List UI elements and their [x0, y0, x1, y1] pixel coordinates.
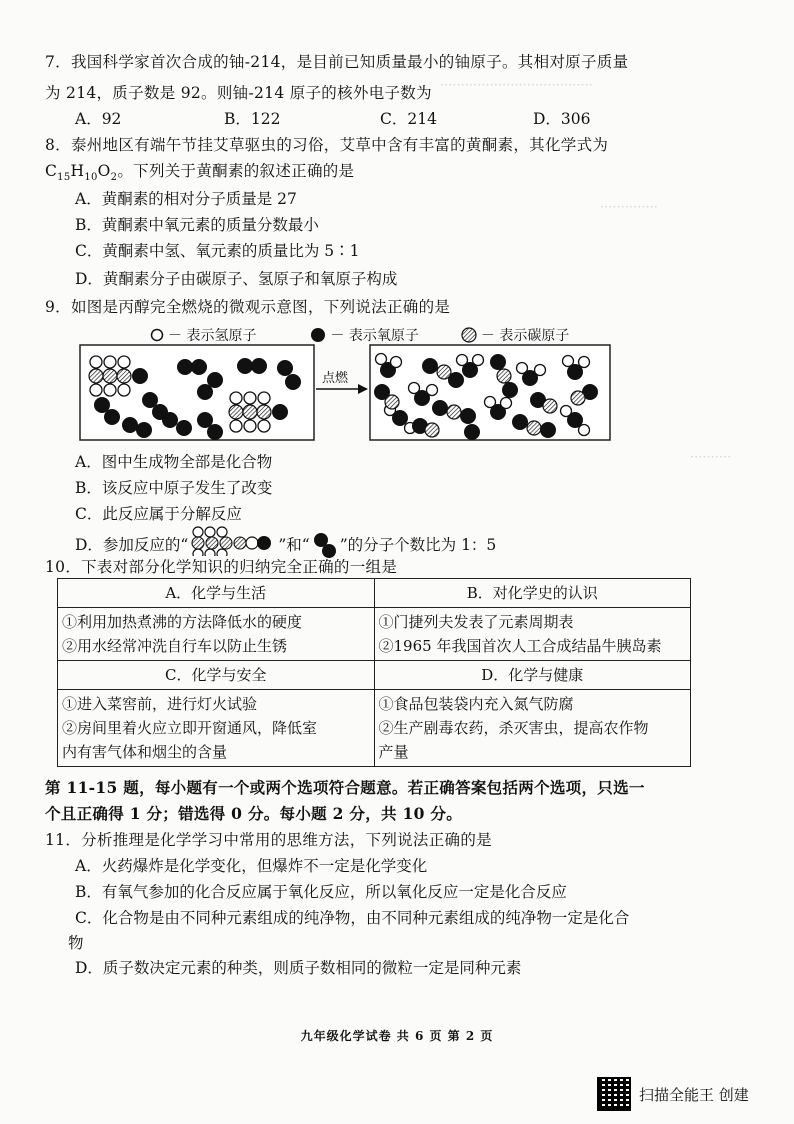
- table-cell-b: [374, 608, 691, 661]
- q8-stem-rest: 。下列关于黄酮素的叙述正确的是: [117, 162, 355, 180]
- qr-code-icon: [597, 1077, 631, 1111]
- q7-stem-line2: 为 214，质子数是 92。则铀-214 原子的核外电子数为: [45, 84, 432, 102]
- scanner-watermark: [597, 1077, 749, 1111]
- scanner-label: 扫描全能王 创建: [639, 1085, 749, 1104]
- formula-o-sub: 2: [110, 172, 118, 184]
- arrow-label: 点燃: [322, 371, 349, 386]
- table-header-b: B．对化学史的认识: [374, 579, 691, 608]
- table-cell-a: [58, 608, 375, 661]
- q9-option-b: B．该反应中原子发生了改变: [75, 479, 273, 497]
- q8-option-b: B．黄酮素中氧元素的质量分数最小: [75, 216, 319, 234]
- q9-option-d-prefix: D．参加反应的“: [75, 536, 189, 554]
- q9-option-d-suffix: ”的分子个数比为 1：5: [339, 536, 497, 554]
- q11-option-c-cont: 物: [68, 934, 84, 952]
- bleed-through-text: ··········: [690, 450, 732, 465]
- table-cell-item: ①进入菜窖前，进行灯火试验: [62, 695, 258, 713]
- formula-c: C: [45, 162, 58, 180]
- reaction-arrowhead: [358, 384, 368, 394]
- page-footer: 九年级化学试卷 共 6 页 第 2 页: [300, 1029, 494, 1043]
- q9-option-d: [75, 530, 496, 560]
- q11-option-d: D．质子数决定元素的种类，则质子数相同的微粒一定是同种元素: [75, 959, 522, 977]
- formula-h: H: [70, 162, 85, 180]
- table-header-d: D．化学与健康: [374, 661, 691, 690]
- table-cell-item: ①利用加热煮沸的方法降低水的硬度: [62, 613, 303, 631]
- q8-stem-line1: 8．泰州地区有端午节挂艾草驱虫的习俗，艾草中含有丰富的黄酮素，其化学式为: [45, 136, 609, 154]
- q9-option-d-mid: ”和“: [278, 536, 310, 554]
- bleed-through-text: ··············: [600, 200, 658, 215]
- q9-reaction-diagram: [0, 0, 794, 460]
- q11-option-c: C．化合物是由不同种元素组成的纯净物，由不同种元素组成的纯净物一定是化合: [75, 909, 630, 927]
- table-cell-item: ①食品包装袋内充入氮气防腐: [378, 695, 574, 713]
- table-cell-item: ②用水经常冲洗自行车以防止生锈: [62, 637, 288, 655]
- q8-option-d: D．黄酮素分子由碳原子、氢原子和氧原子构成: [75, 270, 398, 288]
- table-cell-item: 产量: [378, 743, 409, 761]
- table-cell-item: ②房间里着火应立即开窗通风，降低室: [62, 719, 318, 737]
- oxygen-molecule-icon: [310, 530, 340, 560]
- table-cell-d: [374, 690, 691, 767]
- legend-carbon-label: － 表示碳原子: [480, 328, 570, 344]
- formula-h-sub: 10: [84, 172, 98, 184]
- q8-option-a: A．黄酮素的相对分子质量是 27: [75, 190, 297, 208]
- table-cell-c: [58, 690, 375, 767]
- section-instructions-line2: 个且正确得 1 分；错选得 0 分。每小题 2 分，共 10 分。: [45, 804, 462, 823]
- section-instructions-line1: 第 11-15 题，每小题有一个或两个选项符合题意。若正确答案包括两个选项，只选一: [45, 778, 645, 797]
- propanol-molecule-icon: [188, 526, 278, 556]
- formula-c-sub: 15: [57, 172, 71, 184]
- q10-stem: 10．下表对部分化学知识的归纳完全正确的一组是: [45, 558, 398, 576]
- q8-option-c: C．黄酮素中氢、氧元素的质量比为 5∶1: [75, 242, 360, 260]
- legend-hydrogen-label: － 表示氢原子: [168, 328, 257, 344]
- q11-option-b: B．有氧气参加的化合反应属于氧化反应，所以氧化反应一定是化合反应: [75, 883, 567, 901]
- q9-stem: 9．如图是丙醇完全燃烧的微观示意图，下列说法正确的是: [45, 298, 451, 316]
- formula-o: O: [97, 162, 111, 180]
- bleed-through-text: ·····································: [440, 78, 593, 93]
- legend-oxygen-label: － 表示氧原子: [330, 328, 419, 344]
- q11-option-a: A．火药爆炸是化学变化，但爆炸不一定是化学变化: [75, 857, 428, 875]
- q7-option-c: C．214: [380, 110, 437, 128]
- q7-stem-line1: 7．我国科学家首次合成的铀-214，是目前已知质量最小的铀原子。其相对原子质量: [45, 53, 629, 71]
- table-cell-item: 内有害气体和烟尘的含量: [62, 743, 228, 761]
- q9-option-c: C．此反应属于分解反应: [75, 505, 242, 523]
- table-header-c: C．化学与安全: [58, 661, 375, 690]
- q9-option-a: A．图中生成物全部是化合物: [75, 453, 273, 471]
- table-header-a: A．化学与生活: [58, 579, 375, 608]
- q11-stem: 11．分析推理是化学学习中常用的思维方法，下列说法正确的是: [45, 831, 492, 849]
- table-cell-item: ①门捷列夫发表了元素周期表: [378, 613, 574, 631]
- q7-option-d: D．306: [533, 110, 591, 128]
- table-cell-item: ②生产剧毒农药，杀灭害虫，提高农作物: [378, 719, 649, 737]
- table-cell-item: ②1965 年我国首次人工合成结晶牛胰岛素: [378, 637, 662, 655]
- q7-option-b: B．122: [224, 110, 281, 128]
- q7-option-a: A．92: [75, 110, 122, 128]
- q10-table: [57, 578, 691, 767]
